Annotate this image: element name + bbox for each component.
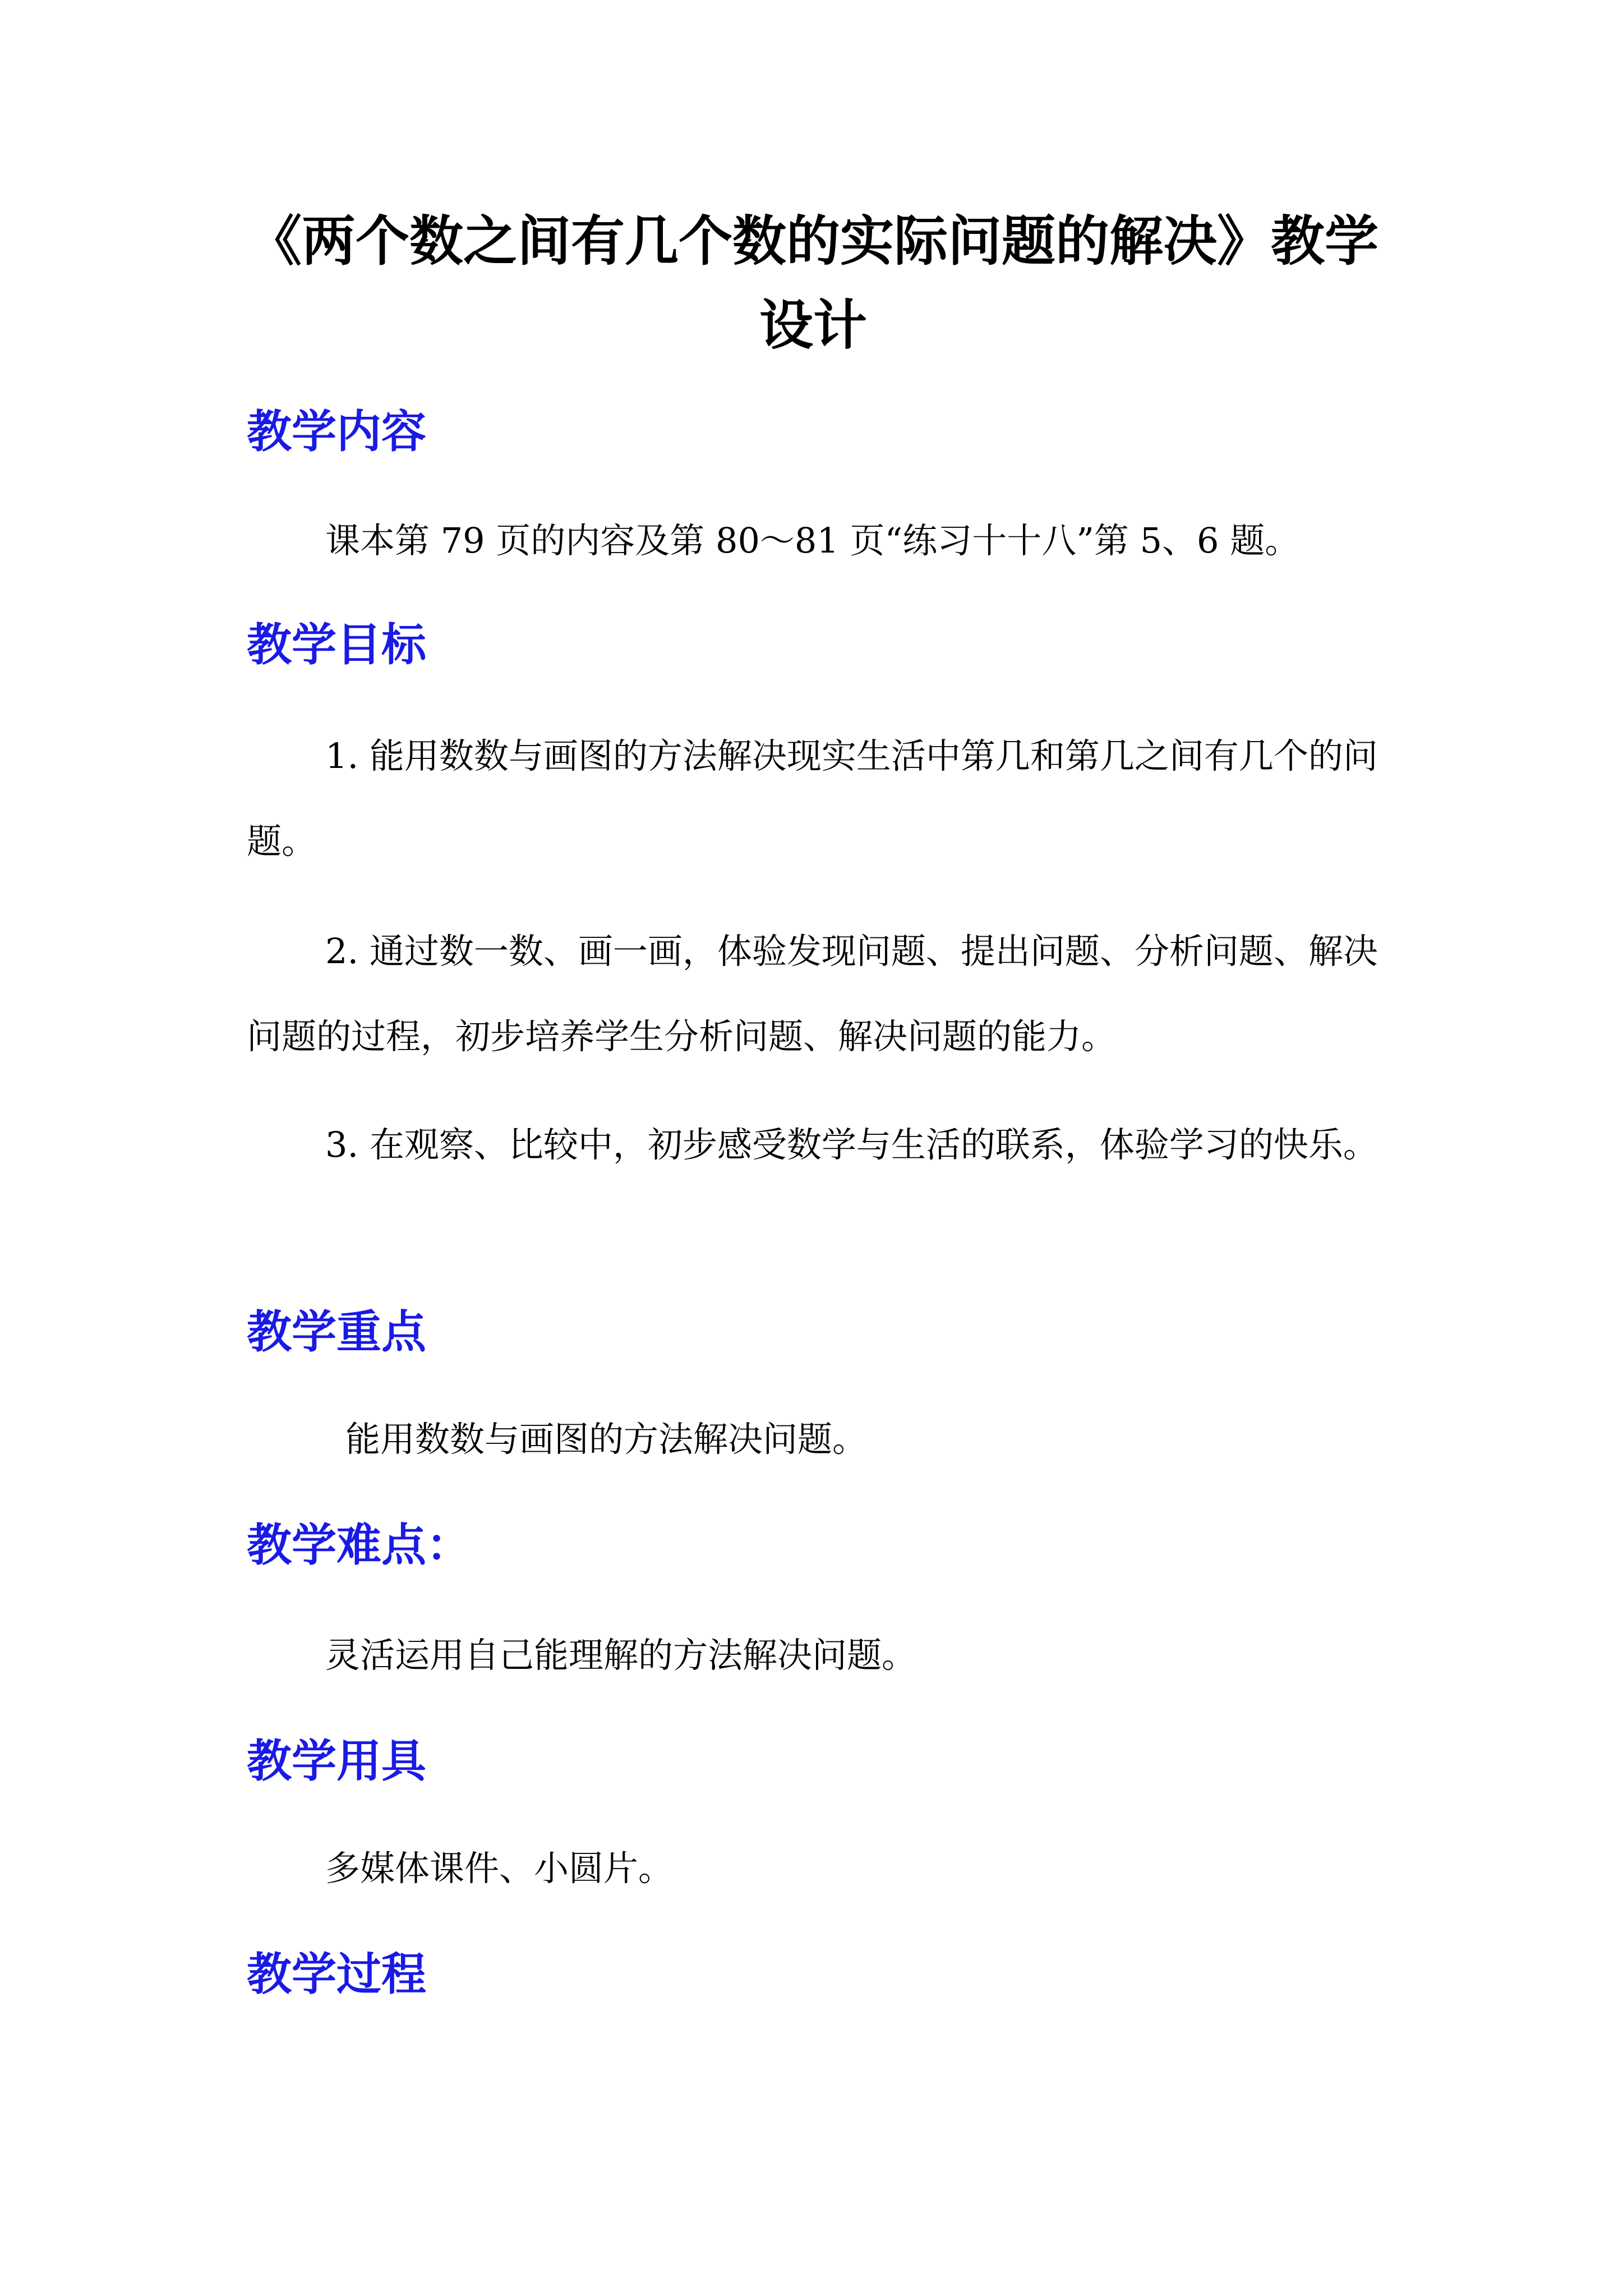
heading-teaching-process: 教学过程 — [247, 1948, 426, 2000]
heading-teaching-tools: 教学用具 — [247, 1735, 426, 1787]
paragraph-teaching-content: 课本第 79 页的内容及第 80～81 页“练习十十八”第 5、6 题。 — [325, 520, 1300, 561]
paragraph-tools: 多媒体课件、小圆片。 — [325, 1848, 674, 1889]
paragraph-difficulty: 灵活运用自己能理解的方法解决问题。 — [325, 1635, 917, 1676]
heading-teaching-difficulty: 教学难点： — [247, 1519, 471, 1571]
heading-teaching-content: 教学内容 — [247, 406, 426, 458]
title-line-1: 《两个数之间有几个数的实际问题的解决》教学 — [248, 210, 1378, 273]
document-title — [247, 199, 1380, 367]
paragraph-goal-3: 3. 在观察、比较中，初步感受数学与生活的联系，体验学习的快乐。 — [325, 1124, 1378, 1165]
paragraph-goal-2: 2. 通过数一数、画一画，体验发现问题、提出问题、分析问题、解决问题的过程，初步培养学生分析问题、解决问题的能力。 — [247, 931, 1378, 1057]
heading-teaching-goals: 教学目标 — [247, 619, 426, 671]
paragraph-key-point: 能用数数与画图的方法解决问题。 — [345, 1419, 868, 1460]
paragraph-goal-1: 1. 能用数数与画图的方法解决现实生活中第几和第几之间有几个的问题。 — [247, 735, 1378, 862]
heading-teaching-key-point: 教学重点 — [247, 1306, 426, 1358]
title-line-2: 设计 — [759, 294, 867, 357]
